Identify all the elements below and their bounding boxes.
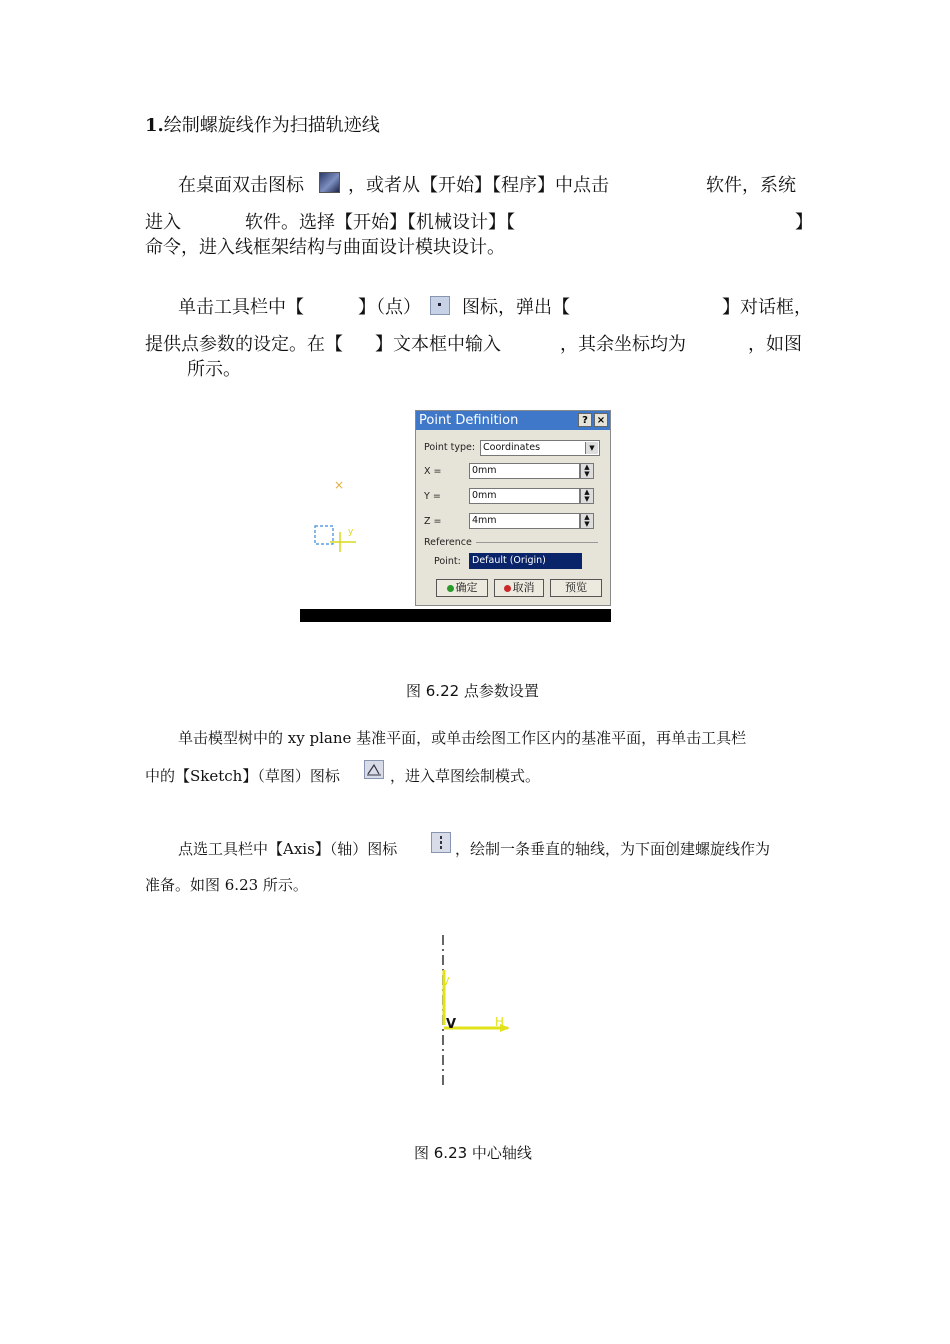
figure-6-22-caption: 图 6.22 点参数设置	[406, 682, 539, 700]
para3-line2-b: ，进入草图绘制模式。	[390, 767, 541, 785]
catia-desktop-icon	[319, 172, 340, 193]
help-button[interactable]: ?	[578, 413, 592, 427]
para4-line1-b: ，绘制一条垂直的轴线，为下面创建螺旋线作为	[455, 840, 771, 858]
para2-line1-d: 】对话框，	[722, 297, 812, 318]
para1-line2-b: 软件。选择【开始】【机械设计】【	[245, 212, 515, 233]
origin-cross-icon: ×	[334, 478, 345, 492]
close-button[interactable]: ×	[594, 413, 608, 427]
origin-v-marker: V	[446, 1017, 457, 1032]
point-tool-icon	[430, 296, 450, 315]
z-spinner[interactable]: ▲ ▼	[580, 513, 594, 529]
y-spinner[interactable]: ▲ ▼	[580, 488, 594, 504]
ok-label: 确定	[455, 581, 478, 594]
z-input[interactable]: 4mm	[469, 513, 580, 529]
point-type-label: Point type:	[424, 442, 476, 453]
ok-button[interactable]	[436, 579, 488, 597]
h-axis-label: H	[495, 1015, 505, 1029]
cancel-label: 取消	[512, 581, 535, 594]
ok-icon	[447, 585, 454, 592]
para1-line1-a: 在桌面双击图标	[178, 175, 304, 196]
cancel-icon	[504, 585, 511, 592]
axis-tool-icon	[431, 832, 451, 853]
para1-line2-c: 】	[795, 212, 813, 233]
para1-line2-a: 进入	[145, 212, 181, 233]
para1-line1-c: 软件，系统	[706, 175, 796, 196]
para2-line3: 所示。	[187, 359, 241, 380]
x-spinner[interactable]: ▲ ▼	[580, 463, 594, 479]
para1-line1-b: ，或者从【开始】【程序】中点击	[348, 175, 609, 196]
para2-line2-b: 】文本框中输入	[375, 334, 501, 355]
figure-center-axis	[420, 930, 530, 1090]
y-label: Y =	[424, 491, 441, 502]
figure-point-definition	[300, 410, 611, 622]
preview-button[interactable]: 预览	[550, 579, 602, 597]
chevron-down-icon: ▼	[585, 442, 598, 454]
sketch-axis-icon	[310, 520, 362, 556]
para4-line1-a: 点选工具栏中【Axis】（轴）图标	[178, 840, 398, 858]
x-input[interactable]: 0mm	[469, 463, 580, 479]
point-label: Point:	[434, 556, 461, 567]
figure-6-23-caption: 图 6.23 中心轴线	[414, 1144, 532, 1162]
cancel-button[interactable]	[494, 579, 544, 597]
x-label: X =	[424, 466, 442, 477]
section-heading	[145, 116, 380, 136]
reference-divider	[476, 542, 598, 543]
para4-line2: 准备。如图 6.23 所示。	[145, 876, 308, 894]
svg-text:y: y	[348, 527, 354, 537]
dialog-titlebar	[416, 411, 610, 430]
y-input[interactable]: 0mm	[469, 488, 580, 504]
para2-line2-d: ，如图	[748, 334, 802, 355]
heading-number: 1.	[145, 115, 164, 136]
para2-line1-c: 图标，弹出【	[462, 297, 570, 318]
para3-line2-a: 中的【Sketch】（草图）图标	[145, 767, 340, 785]
dialog-title: Point Definition	[419, 413, 519, 428]
point-definition-dialog	[415, 410, 611, 606]
point-type-select[interactable]	[480, 440, 600, 456]
z-label: Z =	[424, 516, 442, 527]
figure-bottom-bar	[300, 609, 611, 622]
sketch-tool-icon	[364, 760, 384, 779]
para2-line1-b: 】（点）	[358, 297, 421, 318]
para2-line2-a: 提供点参数的设定。在【	[145, 334, 343, 355]
point-type-value: Coordinates	[483, 442, 541, 453]
para2-line2-c: ，其余坐标均为	[560, 334, 686, 355]
heading-text: 绘制螺旋线作为扫描轨迹线	[163, 115, 380, 136]
reference-point-field[interactable]: Default (Origin)	[469, 553, 582, 569]
para3-line1: 单击模型树中的 xy plane 基准平面，或单击绘图工作区内的基准平面，再单击工具栏	[178, 729, 747, 747]
para2-line1-a: 单击工具栏中【	[178, 297, 304, 318]
para1-line3: 命令，进入线框架结构与曲面设计模块设计。	[145, 237, 505, 258]
reference-label: Reference	[424, 537, 472, 548]
v-axis-label: V	[442, 975, 450, 988]
